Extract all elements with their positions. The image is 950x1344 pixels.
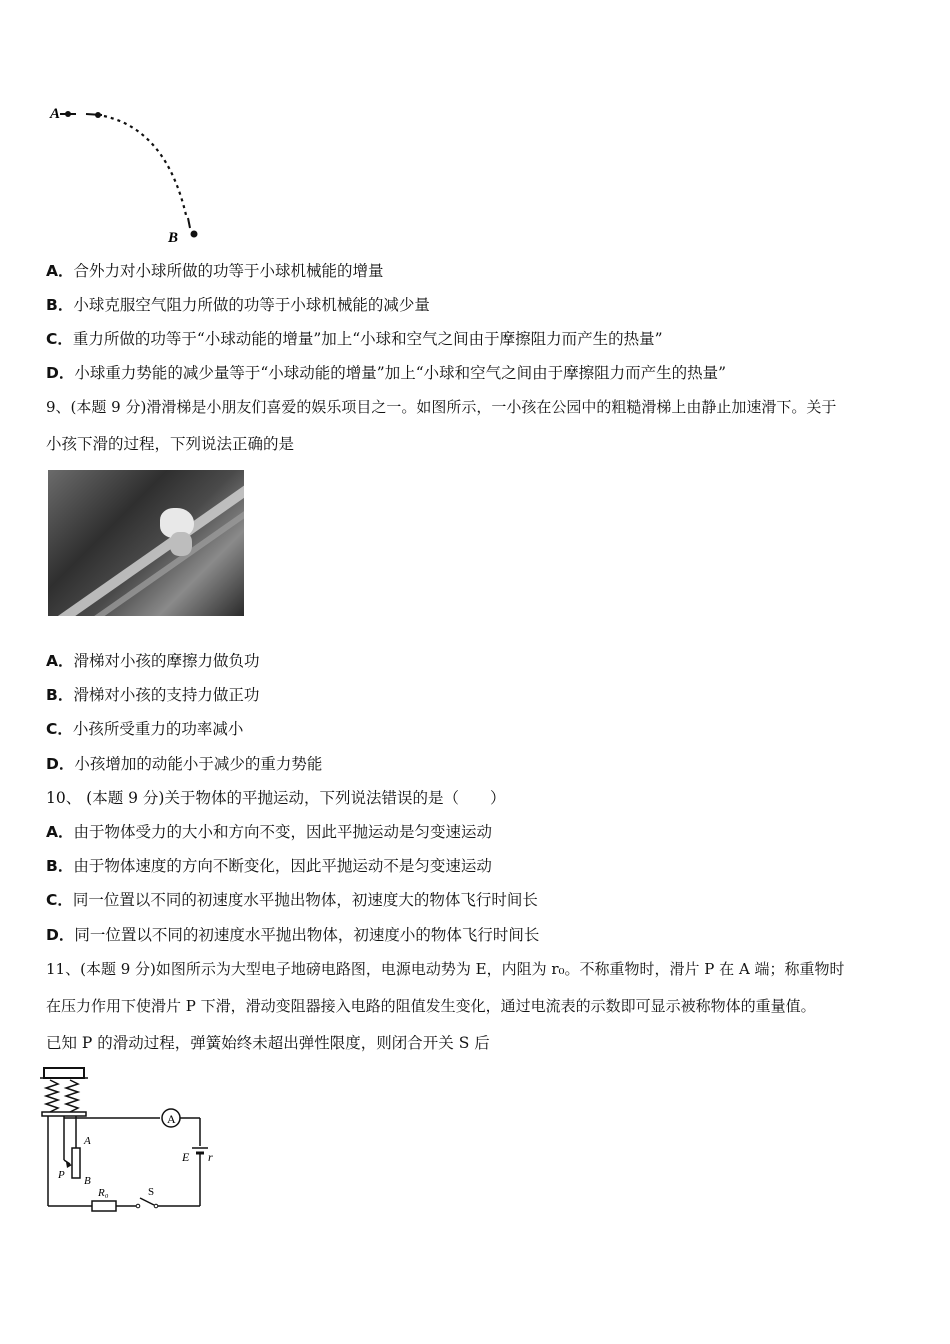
slider-p-label: P	[58, 1169, 65, 1181]
q10-option-a[interactable]	[46, 822, 910, 842]
dotted-trajectory	[104, 116, 186, 215]
slide-photo	[48, 470, 244, 616]
option-text: 同一位置以不同的初速度水平抛出物体，初速度大的物体飞行时间长	[72, 891, 538, 909]
spring-left-icon	[46, 1080, 58, 1112]
option-text: 小球重力势能的减少量等于“小球动能的增量”加上“小球和空气之间由于摩擦阻力而产生的热量”	[74, 364, 727, 382]
option-text: 小球克服空气阻力所做的功等于小球机械能的减少量	[73, 296, 430, 314]
option-text: 滑梯对小孩的摩擦力做负功	[73, 652, 260, 670]
q10-option-c[interactable]	[46, 890, 910, 910]
q9-stem-line2: 小孩下滑的过程，下列说法正确的是	[46, 435, 295, 453]
switch-icon	[140, 1198, 154, 1205]
point-a-label: A	[50, 106, 61, 122]
option-text: 合外力对小球所做的功等于小球机械能的增量	[73, 262, 384, 280]
option-key: A．	[46, 823, 74, 841]
q9-stem-line1: 9、(本题 9 分)滑滑梯是小朋友们喜爱的娱乐项目之一。如图所示，一小孩在公园中的粗糙滑梯上由静止加速滑下。关于	[46, 398, 837, 416]
option-key: A．	[46, 262, 74, 280]
trajectory-figure	[46, 100, 216, 250]
spring-right-icon	[66, 1080, 78, 1112]
option-text: 滑梯对小孩的支持力做正功	[73, 686, 260, 704]
internal-resistance-label: r	[208, 1150, 213, 1164]
q8-option-b[interactable]	[46, 295, 910, 315]
option-text: 重力所做的功等于“小球动能的增量”加上“小球和空气之间由于摩擦阻力而产生的热量”	[72, 330, 663, 348]
option-text: 小孩增加的动能小于减少的重力势能	[74, 755, 323, 773]
option-key: B．	[46, 296, 74, 314]
option-key: A．	[46, 652, 74, 670]
option-text: 由于物体速度的方向不断变化，因此平抛运动不是匀变速运动	[73, 857, 492, 875]
switch-label: S	[148, 1186, 155, 1198]
point-b-label: B	[168, 230, 179, 246]
q11-stem-line3: 已知 P 的滑动过程，弹簧始终未超出弹性限度，则闭合开关 S 后	[46, 1034, 490, 1052]
resistor-r0-label: R₀	[98, 1187, 109, 1199]
rheostat-b-label: B	[84, 1175, 91, 1187]
q9-option-d[interactable]	[46, 754, 910, 774]
q10-option-d[interactable]	[46, 925, 910, 945]
resistor-r0-icon	[92, 1201, 116, 1211]
option-key: D．	[46, 755, 75, 773]
ammeter-label: A	[167, 1112, 176, 1126]
option-key: B．	[46, 686, 74, 704]
q8-option-d[interactable]	[46, 363, 910, 383]
option-key: C．	[46, 720, 73, 738]
ball-start	[65, 111, 71, 117]
q8-option-c[interactable]	[46, 329, 910, 349]
emf-label: E	[182, 1150, 190, 1164]
option-text: 小孩所受重力的功率减小	[72, 720, 244, 738]
q8-option-a[interactable]	[46, 261, 910, 281]
option-key: D．	[46, 926, 75, 944]
q10-stem: 10、 (本题 9 分)关于物体的平抛运动，下列说法错误的是（ ）	[46, 789, 506, 807]
option-key: C．	[46, 891, 73, 909]
rheostat-a-label: A	[84, 1135, 91, 1147]
q9-option-b[interactable]	[46, 685, 910, 705]
q11-stem-line1: 11、(本题 9 分)如图所示为大型电子地磅电路图，电源电动势为 E，内阻为 r₀。不称重物时，滑片 P 在 A 端；称重物时	[46, 960, 845, 978]
q11-stem-line2: 在压力作用下使滑片 P 下滑，滑动变阻器接入电路的阻值发生变化，通过电流表的示数即可显示被称物体的重量值。	[46, 997, 816, 1015]
q9-option-c[interactable]	[46, 719, 910, 739]
circuit-diagram	[36, 1064, 226, 1224]
ball-end	[191, 231, 198, 238]
option-text: 同一位置以不同的初速度水平抛出物体，初速度小的物体飞行时间长	[74, 926, 540, 944]
option-key: B．	[46, 857, 74, 875]
scale-platform	[44, 1068, 84, 1078]
option-key: D．	[46, 364, 75, 382]
q10-option-b[interactable]	[46, 856, 910, 876]
q9-option-a[interactable]	[46, 651, 910, 671]
ball-mid	[95, 112, 101, 118]
rheostat-icon	[72, 1148, 80, 1178]
option-key: C．	[46, 330, 73, 348]
option-text: 由于物体受力的大小和方向不变，因此平抛运动是匀变速运动	[73, 823, 493, 841]
